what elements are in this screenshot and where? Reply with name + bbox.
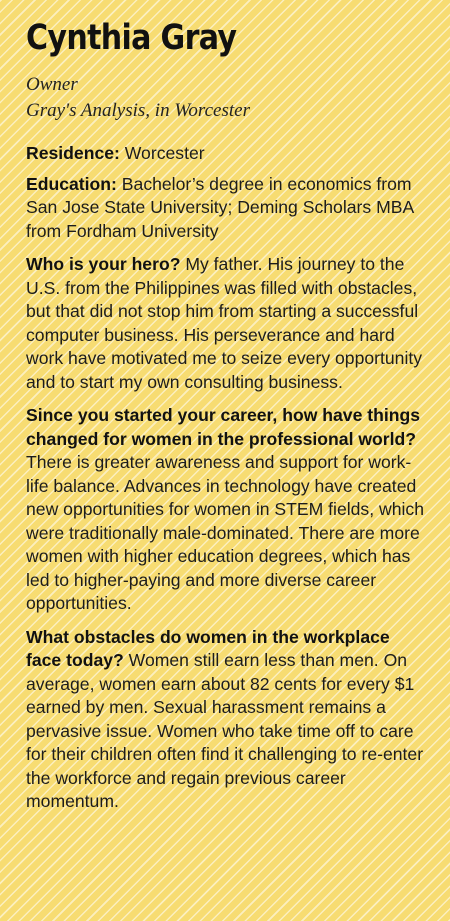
profile-company: Gray's Analysis, in Worcester — [26, 100, 250, 121]
education-fact — [26, 173, 426, 244]
qa-answer: There is greater awareness and support for work-life balance. Advances in technology have created new opportunities for women in STEM fields, which were traditionally male-dominated. There are more women with higher education degrees, which has led to higher-paying and more diverse career opportunities. — [26, 452, 424, 613]
residence-value: Worcester — [119, 143, 205, 163]
qa-answer: Women still earn less than men. On average, women earn about 82 cents for every $1 earned by men. Sexual harassment remains a pervasive issue. Women who take time off to care for their children often find it challenging to re-enter the workforce and regain previous career momentum. — [26, 650, 424, 811]
education-value: Bachelor’s degree in economics from San Jose State University; Deming Scholars MBA from Fordham University — [26, 173, 414, 241]
qa-answer: My father. His journey to the U.S. from the Philippines was filled with obstacles, but that did not stop him from starting a successful computer business. His perseverance and hard work have motivated me to seize every opportunity and to start my own consulting business. — [26, 254, 423, 392]
residence-label: Residence: — [26, 143, 120, 163]
profile-name: Cynthia Gray — [26, 18, 237, 58]
residence-fact — [26, 142, 426, 166]
education-label: Education: — [26, 173, 117, 194]
qa-question: What obstacles do women in the workplace face today? — [26, 626, 390, 670]
qa-career-changes — [26, 404, 426, 616]
qa-question: Who is your hero? — [26, 254, 181, 274]
profile-title: Owner — [26, 74, 78, 95]
qa-hero — [26, 253, 426, 394]
qa-question: Since you started your career, how have things changed for women in the professional world? — [26, 405, 421, 449]
qa-workplace-obstacles — [26, 626, 426, 814]
